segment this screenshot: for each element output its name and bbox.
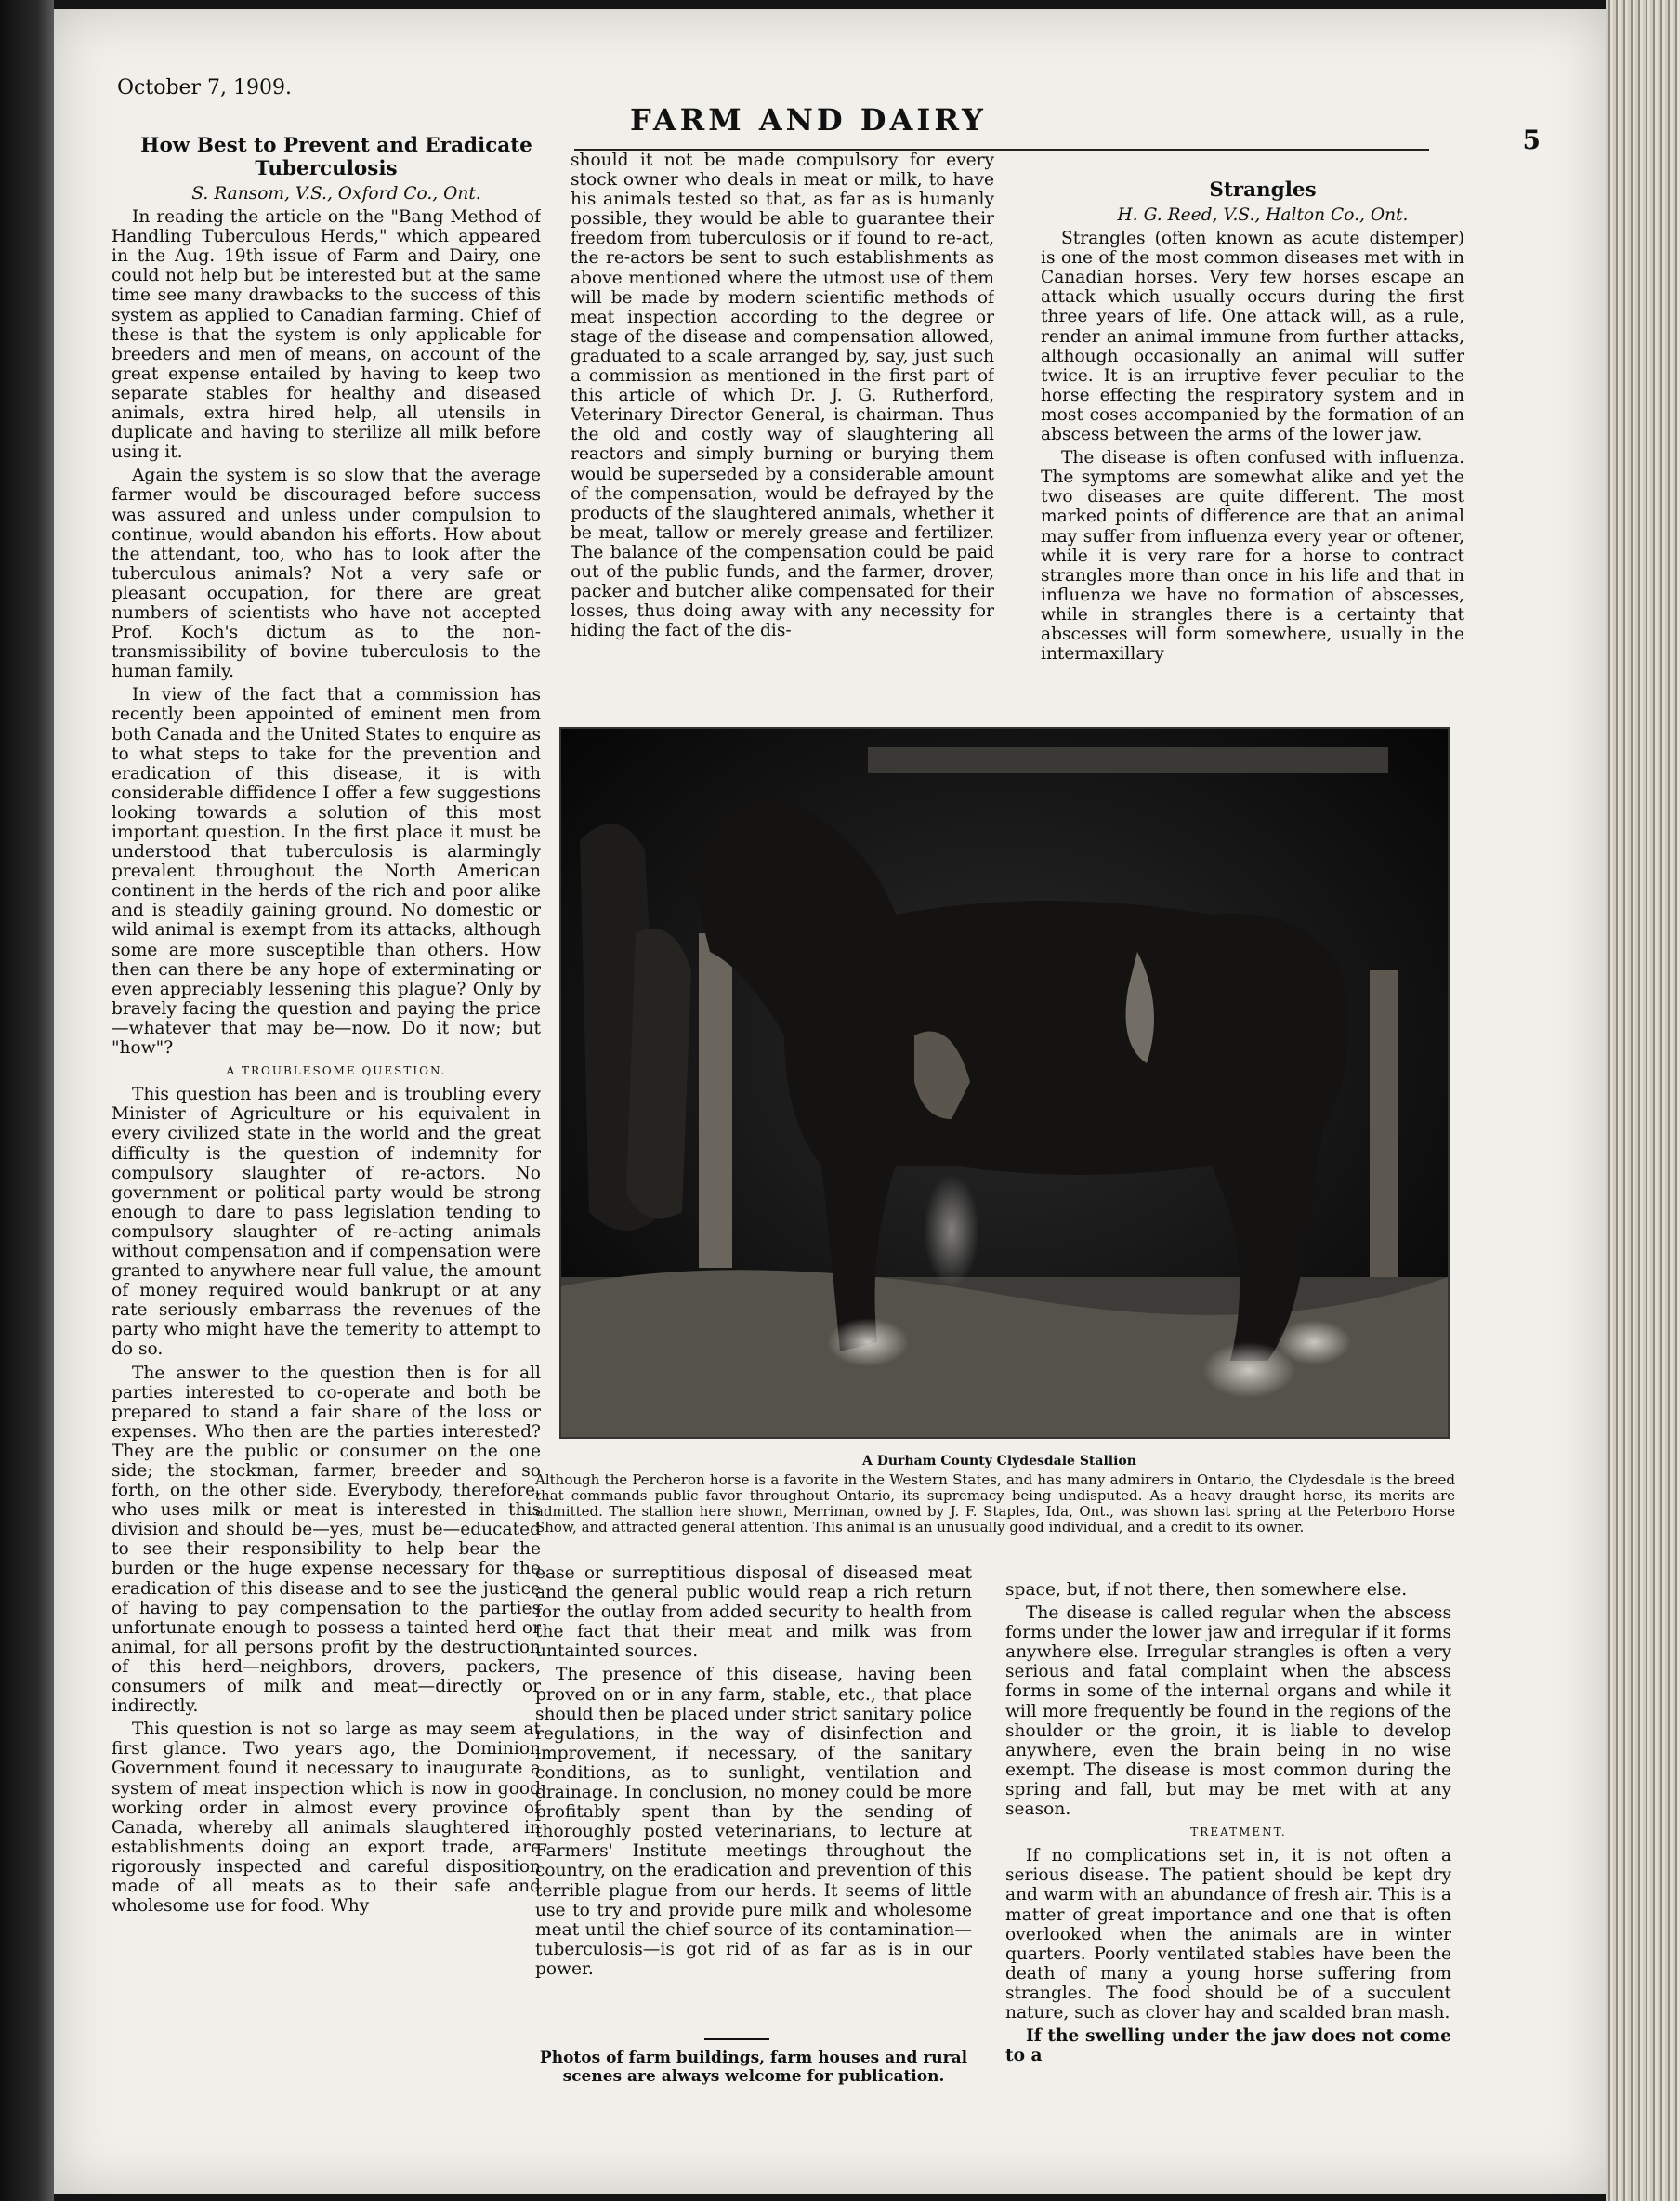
article2-paragraph: Strangles (often known as acute distemper) is one of the most common diseases met with in Canadian horses. Very few horses escape an attack which usually occurs during the first three years of life. One attack will, as a rule, render an animal immune from further attacks, although occasionally an animal will suffer twice. It is an irruptive fever peculiar to the horse effecting the respiratory system and in most coses accompanied by the formation of an abscess between the arms of the lower jaw. bbox=[1041, 229, 1464, 445]
article2-subhead: TREATMENT. bbox=[1190, 1825, 1287, 1839]
scan-left-margin bbox=[0, 0, 54, 2201]
column-1 bbox=[112, 134, 541, 2132]
issue-date: October 7, 1909. bbox=[117, 76, 293, 99]
article1-byline: S. Ransom, V.S., Oxford Co., Ont. bbox=[191, 184, 481, 204]
article2-paragraph: If no complications set in, it is not often a serious disease. The patient should be kept dry and warm with an abundance of fresh air. This is a matter of great importance and one that is often overlooked when the animals are in winter quarters. Poorly ventilated stables have been the death of many a young horse suffering from strangles. The food should be of a succulent nature, such as clover hay and scalded bran mash. bbox=[1005, 1846, 1451, 2023]
article1-paragraph: The answer to the question then is for all parties interested to co-operate and both be prepared to stand a fair share of the loss or expenses. Who then are the parties interested? They are the public or consumer on the one side; the stockman, farmer, breeder and so forth, on the other side. Everybody, therefore, who uses milk or meat is interested in this division and should be—yes, must be—educated to see their responsibility to help bear the burden or the huge expense necessary for the eradication of this disease and to see the justice of having to pay compensation to the parties unfortunate enough to possess a tainted herd or animal, for all persons profit by the destruction of this herd—neighbors, drovers, packers, consumers of milk and meat—directly or indirectly. bbox=[112, 1363, 541, 1717]
clydesdale-stallion-photo bbox=[559, 727, 1450, 1439]
masthead-title: FARM AND DAIRY bbox=[630, 102, 987, 138]
article1-title: How Best to Prevent and Eradicate Tuberculosis bbox=[140, 134, 532, 180]
article2-byline: H. G. Reed, V.S., Halton Co., Ont. bbox=[1117, 205, 1409, 225]
article2-continuation: space, but, if not there, then somewhere else. bbox=[1005, 1580, 1408, 1600]
article1-subhead: A TROUBLESOME QUESTION. bbox=[226, 1064, 447, 1078]
horse-illustration bbox=[561, 729, 1448, 1437]
book-binding bbox=[1606, 0, 1680, 2201]
article2-paragraph: The disease is called regular when the abscess forms under the lower jaw and irregular if it forms anywhere else. Irregular strangles is often a very serious and fatal complaint when the abscess forms in some of the internal organs and while it will more frequently be found in the regions of the shoulder or the groin, it is liable to develop anywhere, even the brain being in no wise exempt. The disease is most common during the spring and fall, but may be met with at any season. bbox=[1005, 1603, 1451, 1820]
photo-caption: Although the Percheron horse is a favorite in the Western States, and has many admirers in Ontario, the Clydesdale is the breed that commands public favor throughout Ontario, its supremacy being undisputed. As a heavy draught horse, its merits are admitted. The stallion here shown, Merriman, owned by J. F. Staples, Ida, Ont., was shown last spring at the Peterboro Horse Show, and attracted general attention. This animal is an unusually good individual, and a credit to its owner. bbox=[535, 1471, 1455, 1535]
article1-continuation-lower: ease or surreptitious disposal of diseased meat and the general public would reap a rich return for the outlay from added security to health from the fact that their meat and milk was from untainted sources. bbox=[535, 1563, 972, 1662]
article1-paragraph: This question has been and is troubling every Minister of Agriculture or his equivalent in every civilized state in the world and the great difficulty is the question of indemnity for compulsory slaughter of re-actors. No government or political party would be strong enough to dare to pass legislation tending to compulsory slaughter of re-acting animals without compensation and if compensation were granted to anywhere near full value, the amount of money required would bankrupt or at any rate seriously embarrass the revenues of the party who might have the temerity to attempt to do so. bbox=[112, 1085, 541, 1360]
column-3-lower bbox=[1005, 1580, 1451, 2121]
article1-paragraph: In view of the fact that a commission has recently been appointed of eminent men from both Canada and the United States to enquire as to what steps to take for the prevention and eradication of this disease, it is with considerable diffidence I offer a few suggestions looking towards a solution of this most important question. In the first place it must be understood that tuberculosis is alarmingly prevalent throughout the North American continent in the herds of the rich and poor alike and is steadily gaining ground. No domestic or wild animal is exempt from its attacks, although some are more susceptible than others. How then can there be any hope of exterminating or even appreciably lessening this plague? Only by bravely facing the question and paying the price—whatever that may be—now. Do it now; but "how"? bbox=[112, 685, 541, 1059]
column-2-upper bbox=[571, 151, 994, 708]
article1-paragraph: This question is not so large as may seem at first glance. Two years ago, the Dominion Government found it necessary to inaugurate a system of meat inspection which is now in good working order in almost every province of Canada, whereby all animals slaughtered in establishments doing an export trade, are rigorously inspected and careful disposition made of all meats as to their safe and wholesome use for food. Why bbox=[112, 1720, 541, 1917]
page-number: 5 bbox=[1522, 125, 1541, 155]
photo-caption-title: A Durham County Clydesdale Stallion bbox=[862, 1454, 1136, 1469]
newspaper-page bbox=[54, 9, 1606, 2194]
article1-paragraph: Again the system is so slow that the average farmer would be discouraged before success was assured and unless under compulsion to continue, would abandon his efforts. How about the attendant, too, who has to look after the tuberculous animals? Not a very safe or pleasant occupation, for there are great numbers of scientists who have not accepted Prof. Koch's dictum as to the non-transmissibility of bovine tuberculosis to the human family. bbox=[112, 466, 541, 682]
article2-title: Strangles bbox=[1209, 178, 1317, 202]
column-2-lower bbox=[535, 1563, 972, 2037]
photo-notice: Photos of farm buildings, farm houses and rural scenes are always welcome for publication. bbox=[539, 2049, 968, 2086]
article1-paragraph: In reading the article on the "Bang Method of Handling Tuberculous Herds," which appeared in the Aug. 19th issue of Farm and Dairy, one could not help but be interested but at the same time see many drawbacks to the success of this system as applied to Canadian farming. Chief of these is that the system is only applicable for breeders and men of means, on account of the great expense entailed by having to keep two separate stables for healthy and diseased animals, extra hired help, all utensils in duplicate and having to sterilize all milk before using it. bbox=[112, 207, 541, 463]
article1-paragraph: The presence of this disease, having been proved on or in any farm, stable, etc., that place should then be placed under strict sanitary police regulations, in the way of disinfection and improvement, if necessary, of the sanitary conditions, as to sunlight, ventilation and drainage. In conclusion, no money could be more profitably spent than by the sending of thoroughly posted veterinarians, to lecture at Farmers' Institute meetings throughout the country, on the eradication and prevention of this terrible plague from our herds. It seems of little use to try and provide pure milk and wholesome meat until the chief source of its contamination—tuberculosis—is got rid of as far as is in our power. bbox=[535, 1665, 972, 1979]
article2-paragraph: The disease is often confused with influenza. The symptoms are somewhat alike and yet the two diseases are quite different. The most marked points of difference are that an animal may suffer from influenza every year or oftener, while it is very rare for a horse to contract strangles more than once in his life and that in influenza we have no formation of abscesses, while in strangles there is a certainty that abscesses will form somewhere, usually in the intermaxillary bbox=[1041, 448, 1464, 665]
column-3-upper bbox=[1041, 178, 1464, 718]
divider-rule bbox=[704, 2038, 769, 2040]
article2-paragraph: If the swelling under the jaw does not come to a bbox=[1005, 2026, 1451, 2066]
article1-continuation: should it not be made compulsory for every stock owner who deals in meat or milk, to have his animals tested so that, as far as is humanly possible, they would be able to guarantee their freedom from tuberculosis or if found to re-act, the re-actors be sent to such establishments as above mentioned where the utmost use of them will be made by modern scientific methods of meat inspection according to the degree or stage of the disease and compensation allowed, graduated to a scale arranged by, say, just such a commission as mentioned in the first part of this article of which Dr. J. G. Rutherford, Veterinary Director General, is chairman. Thus the old and costly way of slaughtering all reactors and simply burning or burying them would be superseded by a considerable amount of the compensation, would be defrayed by the products of the slaughtered animals, whether it be meat, tallow or merely grease and fertilizer. The balance of the compensation could be paid out of the public funds, and the farmer, drover, packer and butcher alike compensated for their losses, thus doing away with any necessity for hiding the fact of the dis- bbox=[571, 151, 994, 641]
